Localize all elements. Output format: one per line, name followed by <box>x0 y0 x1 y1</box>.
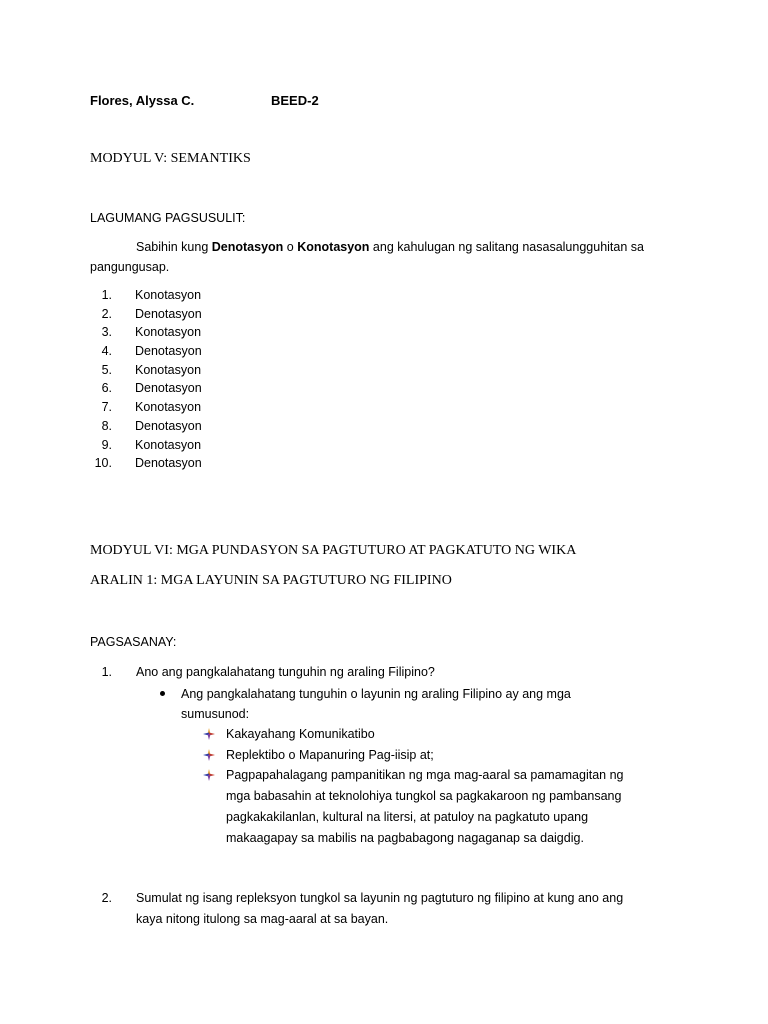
list-item <box>90 455 390 474</box>
answer-1-line-1: Ang pangkalahatang tunguhin o layunin ng araling Filipino ay ang mga <box>181 687 571 701</box>
lagumang-pagsusulit-label: LAGUMANG PAGSUSULIT: <box>90 211 246 225</box>
instruction-prefix: Sabihin kung <box>136 240 212 254</box>
answer-number: 2. <box>101 306 112 321</box>
question-1-number: 1. <box>101 665 112 679</box>
instruction-line-1 <box>136 239 644 255</box>
answer-text: Denotasyon <box>135 381 202 396</box>
list-item <box>90 418 390 437</box>
list-item <box>90 343 390 362</box>
answer-number: 3. <box>101 325 112 340</box>
question-2-number: 2. <box>101 891 112 905</box>
answer-number: 9. <box>101 437 112 452</box>
student-course: BEED-2 <box>271 93 319 108</box>
compass-arrow-icon <box>203 749 215 761</box>
aralin-1-title: ARALIN 1: MGA LAYUNIN SA PAGTUTURO NG FILIPINO <box>90 573 452 588</box>
answer-text: Konotasyon <box>135 400 202 415</box>
compass-arrow-icon <box>203 769 215 781</box>
question-2-line-1: Sumulat ng isang repleksyon tungkol sa layunin ng pagtuturo ng filipino at kung ano ang <box>136 891 624 905</box>
student-name: Flores, Alyssa C. <box>90 93 195 108</box>
question-2-line-2: kaya nitong itulong sa mag-aaral at sa bayan. <box>136 912 389 926</box>
list-item <box>90 324 390 343</box>
instruction-line-2: pangungusap. <box>90 260 170 274</box>
answer-text: Konotasyon <box>135 288 202 302</box>
answer-text: Denotasyon <box>135 456 202 471</box>
answer-1-line-2: sumusunod: <box>181 707 250 721</box>
list-item <box>90 306 390 325</box>
instruction-suffix: ang kahulugan ng salitang nasasalungguhitan sa <box>369 240 644 254</box>
sub-item-3-line-1: Pagpapahalagang pampanitikan ng mga mag-aaral sa pamamagitan ng <box>226 768 624 782</box>
instruction-middle: o <box>283 240 298 254</box>
sub-item-1: Kakayahang Komunikatibo <box>226 727 375 741</box>
answer-number: 1. <box>101 288 112 302</box>
modyul-6-title: MODYUL VI: MGA PUNDASYON SA PAGTUTURO AT PAGKATUTO NG WIKA <box>90 543 577 558</box>
list-item <box>90 380 390 399</box>
answer-text: Konotasyon <box>135 325 202 340</box>
answer-list <box>90 287 390 474</box>
compass-arrow-icon <box>203 728 215 740</box>
list-item <box>90 399 390 418</box>
sub-item-3-line-4: makaagapay sa mabilis na pagbabagong nagaganap sa daigdig. <box>226 831 584 845</box>
answer-number: 10. <box>94 456 112 471</box>
answer-number: 5. <box>101 362 112 377</box>
list-item <box>90 362 390 381</box>
answer-text: Denotasyon <box>135 344 202 359</box>
answer-text: Denotasyon <box>135 306 202 321</box>
answer-text: Konotasyon <box>135 437 202 452</box>
term-konotasyon: Konotasyon <box>297 240 370 254</box>
sub-item-3-line-3: pagkakakilanlan, kultural na litersi, at patuloy na pagkatuto upang <box>226 810 589 824</box>
answer-number: 6. <box>101 381 112 396</box>
answer-number: 4. <box>101 344 112 359</box>
modyul-5-title: MODYUL V: SEMANTIKS <box>90 151 251 166</box>
pagsasanay-label: PAGSASANAY: <box>90 635 177 649</box>
sub-item-3-line-2: mga babasahin at teknolohiya tungkol sa pagkakaroon ng pambansang <box>226 789 622 803</box>
term-denotasyon: Denotasyon <box>211 240 284 254</box>
question-1-text: Ano ang pangkalahatang tunguhin ng araling Filipino? <box>136 665 435 679</box>
bullet-icon <box>160 691 165 696</box>
answer-text: Denotasyon <box>135 418 202 433</box>
answer-text: Konotasyon <box>135 362 202 377</box>
answer-number: 8. <box>101 418 112 433</box>
sub-item-2: Replektibo o Mapanuring Pag-iisip at; <box>226 748 434 762</box>
list-item <box>90 287 390 306</box>
list-item <box>90 437 390 456</box>
answer-number: 7. <box>101 400 112 415</box>
